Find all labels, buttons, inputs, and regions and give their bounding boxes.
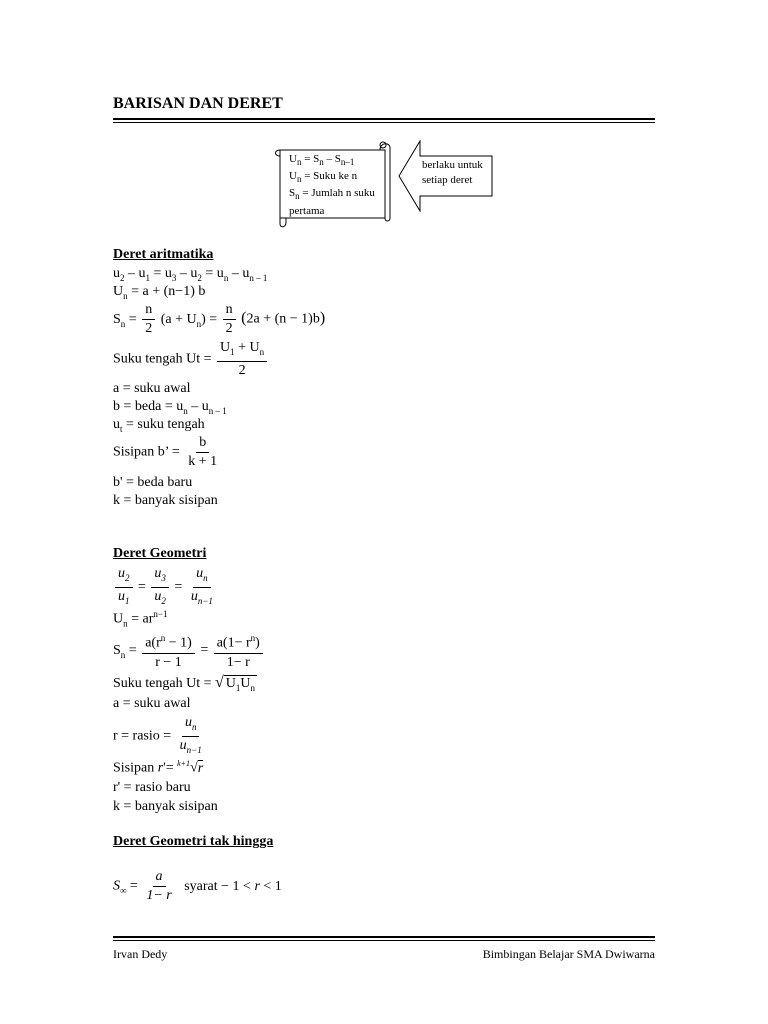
geometric-def-a: a = suku awal — [113, 696, 191, 711]
arithmetic-def-ut: $u_t$ = suku tengah — [113, 417, 205, 434]
geometric-insertion: Sisipan r'= $^{k+1}$√r — [113, 759, 204, 776]
page-title: BARISAN DAN DERET — [113, 95, 283, 112]
scroll-note-text — [289, 152, 375, 218]
scroll-note-line1: $U_n = S_n - S_{n-1}$ — [289, 153, 355, 168]
footer-rule-thin — [113, 940, 655, 941]
scroll-note-line2: $U_n$ = Suku ke n — [289, 170, 358, 185]
arrow-note-text — [422, 158, 483, 188]
header-rule-thin — [113, 122, 655, 123]
arithmetic-middle-term: Suku tengah Ut = $\frac{U_1 + U_n}{2}$ — [113, 340, 269, 379]
arithmetic-sn-formula: $S_n$ = $\frac{n}{2}$ $(a + U_n)$ = $\frac{n}{2}$ (2a + (n − 1)b) — [113, 302, 326, 336]
arithmetic-def-b-new: b' = beda baru — [113, 475, 193, 490]
geometric-sn-formula: $S_n$ = $\frac{a(r^n - 1)}{r - 1}$ = $\frac{a(1- r^n)}{1- r}$ — [113, 630, 265, 671]
arithmetic-un-formula: $U_n = a + (n-1)$ b — [113, 284, 206, 301]
scroll-note-line3: $S_n$ = Jumlah n suku — [289, 187, 375, 202]
arithmetic-heading: Deret aritmatika — [113, 247, 214, 262]
geometric-def-k: k = banyak sisipan — [113, 799, 218, 814]
footer-author: Irvan Dedy — [113, 947, 168, 961]
geometric-un-formula: $U_n = ar^{n-1}$ — [113, 609, 168, 629]
arithmetic-def-a: a = suku awal — [113, 381, 191, 396]
geometric-ratio-equality: $\frac{u_2}{u_1}$ = $\frac{u_3}{u_2}$ = $\frac{u_n}{u_{n-1}}$ — [113, 566, 218, 609]
footer-org: Bimbingan Belajar SMA Dwiwarna — [482, 947, 655, 961]
geometric-ratio: r = rasio = $\frac{u_n}{u_{n-1}}$ — [113, 715, 202, 755]
arrow-note-line1: berlaku untuk — [422, 159, 483, 171]
infinite-sum-formula: $S_\infty$ = $\frac{a}{1- r}$ syarat − 1 < r < 1 — [113, 869, 282, 903]
arrow-note-line2: setiap deret — [422, 174, 473, 186]
footer-rule-thick — [113, 936, 655, 938]
scroll-note-line4: pertama — [289, 204, 325, 217]
arithmetic-def-k: k = banyak sisipan — [113, 493, 218, 508]
arithmetic-def-b: b = beda = $u_n - u_{n - 1}$ — [113, 399, 227, 416]
geometric-middle-term: Suku tengah Ut = √ $U_1U_n$ — [113, 674, 256, 693]
geometric-def-r-new: r' = rasio baru — [113, 780, 191, 795]
arithmetic-insertion: Sisipan b’ = $\frac{b}{k + 1}$ — [113, 435, 218, 469]
geometric-heading: Deret Geometri — [113, 546, 207, 561]
header-rule-thick — [113, 118, 655, 120]
arithmetic-difference: $u_2 - u_1 = u_3 - u_2 = u_n - u_{n - 1}$ — [113, 266, 268, 283]
infinite-heading: Deret Geometri tak hingga — [113, 834, 274, 849]
